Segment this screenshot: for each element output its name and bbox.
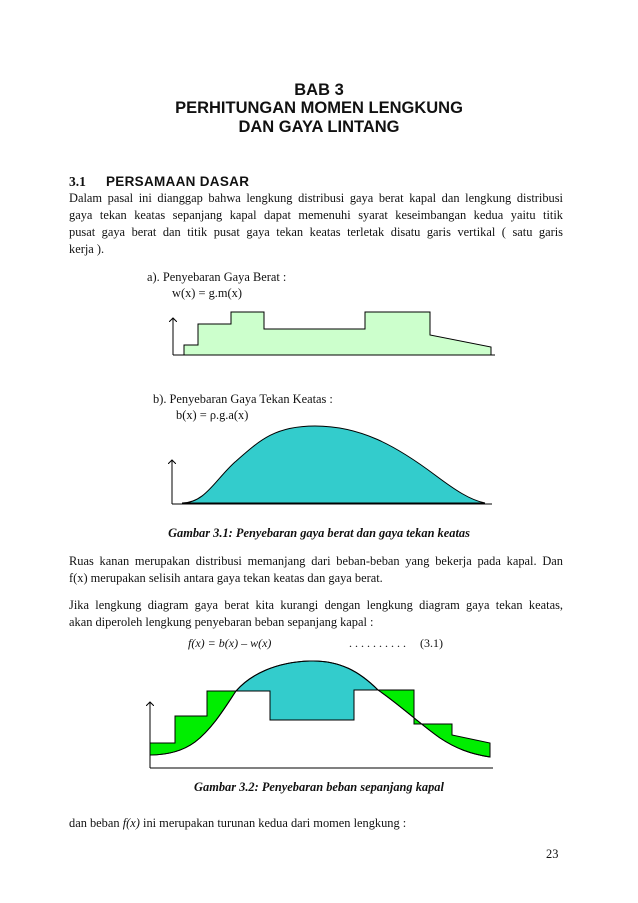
figure-b-label: b). Penyebaran Gaya Tekan Keatas : xyxy=(153,392,333,406)
buoyancy-distribution-area xyxy=(182,426,485,503)
negative-load-area-right xyxy=(378,690,490,757)
section-title: PERSAMAAN DASAR xyxy=(106,174,250,189)
weight-distribution-diagram xyxy=(173,312,495,355)
paragraph-line: gaya tekan keatas sepanjang kapal dapat memenuhi syarat keseimbangan kedua yaitu titik xyxy=(69,208,563,222)
chapter-title-line2: DAN GAYA LINTANG xyxy=(238,118,400,136)
paragraph-line: Jika lengkung diagram gaya berat kita kurangi dengan lengkung diagram gaya tekan keatas, xyxy=(69,598,563,612)
paragraph-line: kerja ). xyxy=(69,242,105,256)
figure-a-formula: w(x) = g.m(x) xyxy=(172,286,242,300)
chapter-label: BAB 3 xyxy=(294,81,344,99)
equation-number: (3.1) xyxy=(420,636,443,650)
equation-formula: f(x) = b(x) – w(x) xyxy=(188,636,272,650)
load-distribution-diagram xyxy=(150,661,493,768)
negative-load-area-left xyxy=(150,691,236,755)
figure-caption-2: Gambar 3.2: Penyebaran beban sepanjang kapal xyxy=(194,780,444,794)
figure-a-label: a). Penyebaran Gaya Berat : xyxy=(147,270,287,284)
final-line-prefix: dan beban xyxy=(69,816,120,830)
positive-load-area xyxy=(236,661,378,720)
figure-caption-1: Gambar 3.1: Penyebaran gaya berat dan gaya tekan keatas xyxy=(168,526,470,540)
final-line-suffix: ini merupakan turunan kedua dari momen lengkung : xyxy=(143,816,407,830)
buoyancy-distribution-diagram xyxy=(172,426,492,504)
section-number: 3.1 xyxy=(69,174,86,189)
chapter-title-line1: PERHITUNGAN MOMEN LENGKUNG xyxy=(175,99,463,117)
equation-dots: . . . . . . . . . . xyxy=(349,636,406,650)
final-line-function: f(x) xyxy=(122,816,140,830)
paragraph-line: pusat gaya berat dan titik pusat gaya tekan keatas terletak disatu garis vertikal ( satu garis xyxy=(69,225,563,239)
paragraph-line: Ruas kanan merupakan distribusi memanjang dari beban-beban yang bekerja pada kapal. Dan xyxy=(69,554,563,568)
paragraph-line: f(x) merupakan selisih antara gaya tekan keatas dan gaya berat. xyxy=(69,571,383,585)
page-number: 23 xyxy=(546,847,559,861)
paragraph-line: Dalam pasal ini dianggap bahwa lengkung distribusi gaya berat kapal dan lengkung distribusi xyxy=(69,191,563,205)
figure-b-formula: b(x) = ρ.g.a(x) xyxy=(176,408,249,422)
paragraph-line: akan diperoleh lengkung penyebaran beban sepanjang kapal : xyxy=(69,615,374,629)
weight-distribution-area xyxy=(184,312,491,355)
